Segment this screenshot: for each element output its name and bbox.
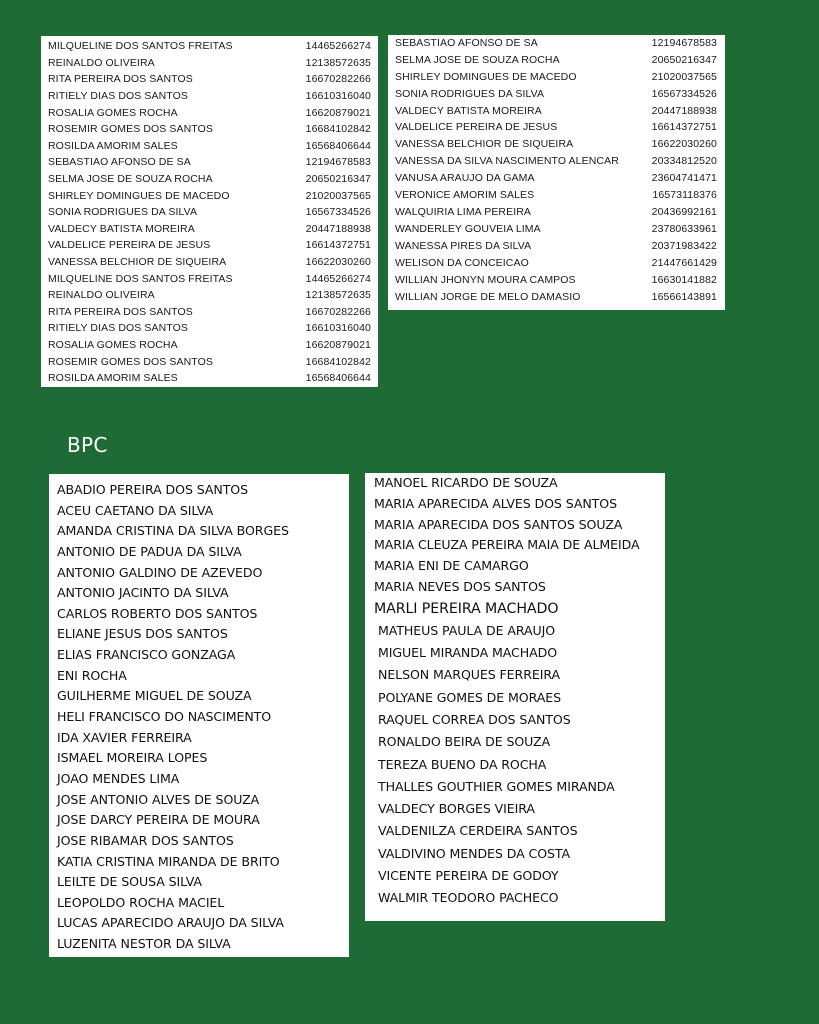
table-row xyxy=(48,221,371,238)
person-name: WANDERLEY GOUVEIA LIMA xyxy=(395,223,541,236)
list-item: TEREZA BUENO DA ROCHA xyxy=(378,756,547,772)
person-id-number: 16622030260 xyxy=(305,256,371,269)
table-row xyxy=(48,320,371,337)
person-id-number: 16567334526 xyxy=(651,87,717,100)
list-item: VALDIVINO MENDES DA COSTA xyxy=(378,845,571,861)
person-name: MILQUELINE DOS SANTOS FREITAS xyxy=(48,272,233,285)
person-id-number: 16614372751 xyxy=(305,239,371,252)
table-row xyxy=(48,254,371,271)
table-row xyxy=(48,154,371,171)
person-id-number: 16610316040 xyxy=(305,322,371,335)
person-id-number: 16620879021 xyxy=(305,106,371,119)
table-row xyxy=(48,121,371,138)
list-item: CARLOS ROBERTO DOS SANTOS xyxy=(57,605,258,621)
person-id-number: 16684102842 xyxy=(305,123,371,136)
person-id-number: 20447188938 xyxy=(305,222,371,235)
person-id-number: 16573118376 xyxy=(652,189,717,202)
table-row xyxy=(48,337,371,354)
list-item: MARIA ENI DE CAMARGO xyxy=(374,558,529,574)
list-item: MARIA APARECIDA DOS SANTOS SOUZA xyxy=(374,516,623,532)
person-name: SEBASTIAO AFONSO DE SA xyxy=(48,156,191,169)
list-item: JOAO MENDES LIMA xyxy=(57,770,180,786)
list-item: RONALDO BEIRA DE SOUZA xyxy=(378,734,551,750)
list-item: MARLI PEREIRA MACHADO xyxy=(374,600,559,617)
table-row xyxy=(395,85,717,102)
list-item: MANOEL RICARDO DE SOUZA xyxy=(374,475,558,490)
table-row xyxy=(395,35,717,52)
list-item: MARIA NEVES DOS SANTOS xyxy=(374,578,546,594)
table-row xyxy=(48,138,371,155)
person-name: VALDELICE PEREIRA DE JESUS xyxy=(48,239,211,252)
list-item: ABADIO PEREIRA DOS SANTOS xyxy=(57,482,248,497)
person-id-number: 16622030260 xyxy=(651,138,717,151)
person-id-number: 23780633961 xyxy=(651,223,717,236)
beneficiary-table-left xyxy=(41,36,378,387)
person-name: RITA PEREIRA DOS SANTOS xyxy=(48,73,193,86)
section-title: BPC xyxy=(67,433,108,457)
list-item: MARIA CLEUZA PEREIRA MAIA DE ALMEIDA xyxy=(374,537,640,553)
person-name: VANESSA BELCHIOR DE SIQUEIRA xyxy=(395,138,574,151)
person-name: SELMA JOSE DE SOUZA ROCHA xyxy=(48,173,213,186)
list-item: ANTONIO DE PADUA DA SILVA xyxy=(57,543,242,559)
person-id-number: 16630141882 xyxy=(651,274,717,287)
list-item: THALLES GOUTHIER GOMES MIRANDA xyxy=(378,778,615,794)
person-id-number: 20436992161 xyxy=(651,206,717,219)
table-row xyxy=(395,52,717,69)
table-row xyxy=(48,237,371,254)
table-row xyxy=(395,289,717,306)
person-name: WILLIAN JHONYN MOURA CAMPOS xyxy=(395,274,576,287)
list-item: RAQUEL CORREA DOS SANTOS xyxy=(378,711,571,727)
table-row xyxy=(48,71,371,88)
table-row xyxy=(395,153,717,170)
list-item: VICENTE PEREIRA DE GODOY xyxy=(378,868,559,884)
person-id-number: 20650216347 xyxy=(651,54,717,67)
person-id-number: 21020037565 xyxy=(651,70,717,83)
person-id-number: 20334812520 xyxy=(651,155,717,168)
person-name: ROSALIA GOMES ROCHA xyxy=(48,338,178,351)
table-row xyxy=(395,255,717,272)
person-name: VANUSA ARAUJO DA GAMA xyxy=(395,172,535,185)
person-name: MILQUELINE DOS SANTOS FREITAS xyxy=(48,40,233,53)
person-name: WANESSA PIRES DA SILVA xyxy=(395,240,532,253)
person-name: ROSILDA AMORIM SALES xyxy=(48,139,178,152)
person-id-number: 14465266274 xyxy=(305,272,371,285)
list-item: KATIA CRISTINA MIRANDA DE BRITO xyxy=(57,853,280,869)
person-id-number: 21447661429 xyxy=(651,257,717,270)
table-row xyxy=(48,38,371,55)
table-row xyxy=(395,187,717,204)
person-id-number: 20447188938 xyxy=(651,104,717,117)
person-id-number: 16620879021 xyxy=(305,338,371,351)
table-row xyxy=(395,170,717,187)
table-row xyxy=(395,69,717,86)
person-name: VALDELICE PEREIRA DE JESUS xyxy=(395,121,558,134)
table-row xyxy=(395,221,717,238)
table-row xyxy=(48,55,371,72)
beneficiary-table-right xyxy=(388,35,725,310)
list-item: ISMAEL MOREIRA LOPES xyxy=(57,750,208,766)
person-name: RITIELY DIAS DOS SANTOS xyxy=(48,322,189,335)
person-name: VALDECY BATISTA MOREIRA xyxy=(48,222,195,235)
person-id-number: 12194678583 xyxy=(305,156,371,169)
person-id-number: 21020037565 xyxy=(305,189,371,202)
list-item: LUCAS APARECIDO ARAUJO DA SILVA xyxy=(57,915,284,931)
bpc-list-left xyxy=(49,474,349,957)
person-name: ROSEMIR GOMES DOS SANTOS xyxy=(48,123,213,136)
list-item: LEILTE DE SOUSA SILVA xyxy=(57,874,202,890)
list-item: MARIA APARECIDA ALVES DOS SANTOS xyxy=(374,495,617,511)
person-name: VANESSA DA SILVA NASCIMENTO ALENCAR xyxy=(395,155,619,168)
list-item: ELIANE JESUS DOS SANTOS xyxy=(57,626,228,642)
list-item: AMANDA CRISTINA DA SILVA BORGES xyxy=(57,523,289,539)
list-item: LUZENITA NESTOR DA SILVA xyxy=(57,936,231,952)
list-item: WALMIR TEODORO PACHECO xyxy=(378,890,559,906)
person-id-number: 12138572635 xyxy=(305,289,371,302)
list-item: MATHEUS PAULA DE ARAUJO xyxy=(378,622,556,638)
list-item: GUILHERME MIGUEL DE SOUZA xyxy=(57,688,252,704)
person-name: REINALDO OLIVEIRA xyxy=(48,289,155,302)
person-id-number: 16567334526 xyxy=(305,206,371,219)
table-row xyxy=(48,204,371,221)
person-id-number: 16568406644 xyxy=(305,139,371,152)
person-id-number: 14465266274 xyxy=(305,40,371,53)
list-item: HELI FRANCISCO DO NASCIMENTO xyxy=(57,709,272,725)
list-item: NELSON MARQUES FERREIRA xyxy=(378,667,560,683)
person-id-number: 16568406644 xyxy=(305,372,371,385)
person-name: SONIA RODRIGUES DA SILVA xyxy=(395,87,545,100)
person-id-number: 16670282266 xyxy=(305,73,371,86)
person-id-number: 23604741471 xyxy=(651,172,717,185)
list-item: JOSE ANTONIO ALVES DE SOUZA xyxy=(57,791,260,807)
person-name: SEBASTIAO AFONSO DE SA xyxy=(395,37,538,50)
person-name: REINALDO OLIVEIRA xyxy=(48,56,155,69)
list-item: LEOPOLDO ROCHA MACIEL xyxy=(57,894,225,910)
person-name: WILLIAN JORGE DE MELO DAMASIO xyxy=(395,291,581,304)
list-item: ANTONIO GALDINO DE AZEVEDO xyxy=(57,564,263,580)
person-name: ROSILDA AMORIM SALES xyxy=(48,372,178,385)
table-row xyxy=(48,353,371,370)
table-row xyxy=(395,204,717,221)
table-row xyxy=(395,136,717,153)
person-name: VANESSA BELCHIOR DE SIQUEIRA xyxy=(48,256,227,269)
person-name: VALDECY BATISTA MOREIRA xyxy=(395,104,542,117)
table-row xyxy=(395,102,717,119)
list-item: ELIAS FRANCISCO GONZAGA xyxy=(57,647,236,663)
person-id-number: 16610316040 xyxy=(305,90,371,103)
person-id-number: 16566143891 xyxy=(651,291,717,304)
table-row xyxy=(48,88,371,105)
list-item: VALDECY BORGES VIEIRA xyxy=(378,801,535,817)
list-item: ACEU CAETANO DA SILVA xyxy=(57,502,214,518)
table-row xyxy=(395,272,717,289)
list-item: IDA XAVIER FERREIRA xyxy=(57,729,192,745)
table-row xyxy=(48,370,371,387)
person-name: RITIELY DIAS DOS SANTOS xyxy=(48,90,189,103)
list-item: JOSE DARCY PEREIRA DE MOURA xyxy=(57,812,260,828)
person-id-number: 12138572635 xyxy=(305,56,371,69)
person-id-number: 16684102842 xyxy=(305,355,371,368)
list-item: JOSE RIBAMAR DOS SANTOS xyxy=(57,832,234,848)
list-item: MIGUEL MIRANDA MACHADO xyxy=(378,645,558,661)
person-id-number: 20650216347 xyxy=(305,173,371,186)
person-name: WALQUIRIA LIMA PEREIRA xyxy=(395,206,532,219)
table-row xyxy=(48,270,371,287)
person-name: WELISON DA CONCEICAO xyxy=(395,257,529,270)
person-id-number: 16614372751 xyxy=(651,121,717,134)
table-row xyxy=(48,287,371,304)
person-id-number: 20371983422 xyxy=(651,240,717,253)
list-item: POLYANE GOMES DE MORAES xyxy=(378,689,561,705)
person-name: SONIA RODRIGUES DA SILVA xyxy=(48,206,198,219)
table-row xyxy=(48,104,371,121)
table-row xyxy=(48,304,371,321)
person-name: VERONICE AMORIM SALES xyxy=(395,189,535,202)
table-row xyxy=(395,238,717,255)
person-name: SHIRLEY DOMINGUES DE MACEDO xyxy=(48,189,230,202)
list-item: ENI ROCHA xyxy=(57,667,127,683)
list-item: VALDENILZA CERDEIRA SANTOS xyxy=(378,823,578,839)
person-name: RITA PEREIRA DOS SANTOS xyxy=(48,305,193,318)
table-row xyxy=(48,171,371,188)
person-name: SHIRLEY DOMINGUES DE MACEDO xyxy=(395,70,577,83)
person-name: ROSALIA GOMES ROCHA xyxy=(48,106,178,119)
table-row xyxy=(48,187,371,204)
person-id-number: 16670282266 xyxy=(305,305,371,318)
list-item: ANTONIO JACINTO DA SILVA xyxy=(57,585,229,601)
bpc-list-right xyxy=(365,473,665,921)
person-name: SELMA JOSE DE SOUZA ROCHA xyxy=(395,54,560,67)
table-row xyxy=(395,119,717,136)
person-name: ROSEMIR GOMES DOS SANTOS xyxy=(48,355,213,368)
person-id-number: 12194678583 xyxy=(651,37,717,50)
